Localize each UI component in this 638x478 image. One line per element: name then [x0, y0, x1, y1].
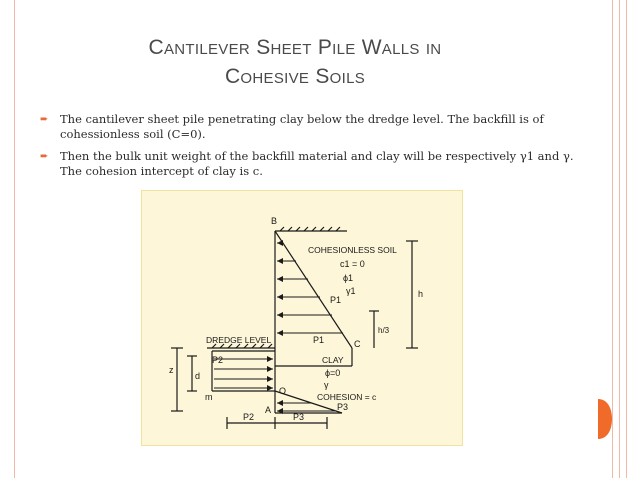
- label-point-a: A: [265, 405, 272, 415]
- backfill-hatch: [280, 227, 340, 231]
- label-clay: CLAY: [322, 355, 344, 365]
- slide-title-line2: Cohesive Soils: [224, 65, 366, 88]
- label-point-o: O: [279, 386, 287, 396]
- bullet-list: [40, 112, 580, 186]
- arrow-bullet-icon: ➨: [40, 114, 49, 125]
- bullet-text: Then the bulk unit weight of the backfill material and clay will be respectively γ1 and γ. The cohesion intercept of clay is c.: [60, 149, 574, 178]
- label-d: d: [195, 371, 201, 381]
- label-gamma: γ: [324, 380, 329, 390]
- label-c1: c1 = 0: [340, 259, 365, 269]
- right-border-rule-2: [619, 0, 620, 478]
- right-border-rule-3: [626, 0, 627, 478]
- label-p3-right: P3: [337, 402, 349, 412]
- label-dredge-level: DREDGE LEVEL: [206, 335, 272, 345]
- slide-nav-tab-icon[interactable]: [598, 399, 612, 439]
- slide-title: [60, 33, 530, 91]
- slide-title-line1: Cantilever Sheet Pile Walls in: [148, 36, 442, 59]
- label-h-third: h/3: [378, 326, 390, 335]
- label-phi-zero: ϕ=0: [325, 368, 341, 378]
- label-point-b: B: [271, 216, 278, 226]
- arrow-bullet-icon: ➨: [40, 151, 49, 162]
- label-p1-upper: P1: [330, 295, 342, 305]
- label-p1-lower: P1: [313, 335, 325, 345]
- label-point-c: C: [354, 339, 361, 349]
- label-p2-bottom: P2: [243, 412, 255, 422]
- bullet-text: The cantilever sheet pile penetrating clay below the dredge level. The backfill is of cohessionless soil (C=0).: [60, 112, 544, 141]
- bullet-item: [40, 112, 580, 142]
- label-z: z: [169, 365, 174, 375]
- label-h: h: [418, 289, 424, 299]
- label-cohesionless-soil: COHESIONLESS SOIL: [308, 245, 397, 255]
- label-phi1: ϕ1: [343, 273, 354, 283]
- label-gamma1: γ1: [346, 286, 356, 296]
- label-cohesion: COHESION = c: [317, 392, 377, 402]
- left-border-rule: [14, 0, 15, 478]
- right-border-rule-1: [612, 0, 613, 478]
- pressure-diagram-figure: [141, 190, 463, 446]
- bullet-item: [40, 149, 580, 179]
- label-p3-bottom: P3: [293, 412, 305, 422]
- label-p2-upper: P2: [212, 355, 224, 365]
- label-m: m: [205, 392, 213, 402]
- pressure-diagram: [142, 191, 464, 447]
